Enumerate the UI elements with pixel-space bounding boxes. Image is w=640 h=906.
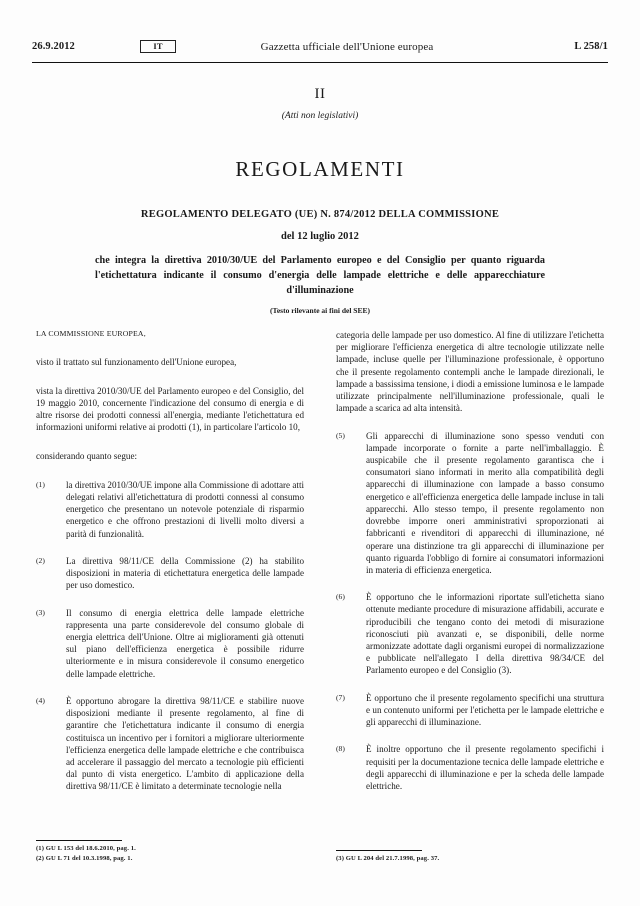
recital-item	[336, 430, 604, 577]
footnote-entry: (1) GU L 153 del 18.6.2010, pag. 1.	[36, 845, 136, 853]
eea-relevance-note: (Testo rilevante ai fini del SEE)	[270, 306, 370, 315]
recital-item	[336, 692, 604, 729]
recital-number: (1)	[36, 479, 45, 489]
citation-directive: vista la direttiva 2010/30/UE del Parlamento europeo e del Consiglio, del 19 maggio 2010, concernente l'indicazione del consumo di energia e di altre risorse dei prodotti connessi all'energia, mediante l'etichettatura ed informazioni uniformi relative ai prodotti (1), in particolare l'articolo 10,	[36, 385, 304, 433]
recital-number: (3)	[36, 607, 45, 617]
recital-text: la direttiva 2010/30/UE impone alla Commissione di adottare atti delegati relativi all'etichettatura di prodotti connessi al consumo energetico che presentano un notevole potenziale di risparmio energetico e che offrono prestazioni di livelli molto diversi a parità di funzionalità.	[66, 479, 304, 539]
recital-text: È inoltre opportuno che il presente regolamento specifichi i requisiti per la documentazione tecnica delle lampade elettriche e degli apparecchi di illuminazione e per la scheda delle lampade elettriche.	[366, 744, 604, 791]
header-divider	[32, 62, 608, 63]
recital-number: (4)	[36, 695, 45, 705]
recital-item	[36, 555, 304, 592]
publication-date: 26.9.2012	[32, 41, 75, 53]
recital-number: (6)	[336, 592, 345, 602]
page-header	[32, 40, 608, 62]
recital-item	[36, 607, 304, 680]
footnote-entry: (2) GU L 71 del 10.3.1998, pag. 1.	[36, 855, 133, 863]
document-kind-heading: REGOLAMENTI	[235, 157, 405, 181]
act-date: del 12 luglio 2012	[281, 231, 359, 242]
recital-item	[336, 743, 604, 792]
journal-reference: L 258/1	[574, 41, 608, 53]
footnotes-left	[36, 840, 304, 864]
recital-text: È opportuno che le informazioni riportate sull'etichetta siano ottenute mediante procedure di misurazione affidabili, accurate e riproducibili che tengano conto dei metodi di misurazione riconosciuti più avanzati e, se disponibili, delle norme armonizzate adottate dagli organismi europei di normalizzazione e pubblicate nell'allegato I della direttiva 98/34/CE del Parlamento europeo e del Consiglio (3).	[366, 592, 604, 676]
recital-continuation-text: categoria delle lampade per uso domestico. Al fine di utilizzare l'etichetta per migliorare l'efficienza energetica di altre tecnologie utilizzate nelle lampade, incluse quelle per l'illuminazione professionale, è opportuno che il presente regolamento contempli anche le lampade direzionali, le lampade a bassissima tensione, i diodi a emissione luminosa e le lampade utilizzate principalmente nell'illuminazione professionale, quali le lampade a scarica ad alta intensità.	[336, 330, 604, 414]
recital-number: (7)	[336, 692, 345, 702]
act-subject: che integra la direttiva 2010/30/UE del Parlamento europeo e del Consiglio per quanto riguarda l'etichettatura indicante il consumo d'energia delle lampade elettriche e delle apparecchiature d'illuminazione	[95, 255, 545, 296]
act-number: REGOLAMENTO DELEGATO (UE) N. 874/2012 DELLA COMMISSIONE	[140, 209, 500, 220]
recital-item	[36, 479, 304, 540]
footnote-divider	[336, 850, 422, 851]
recital-text: Il consumo di energia elettrica delle lampade elettriche rappresenta una parte considerevole del consumo globale di energia elettrica dell'Unione. Oltre ai miglioramenti già ottenuti sul piano dell'efficienza energetica è possibile ridurre ulteriormente e in misura considerevole il consumo energetico delle lampade elettriche.	[66, 607, 304, 679]
recital-text: Gli apparecchi di illuminazione sono spesso venduti con lampade incorporate o fornite a parte nell'imballaggio. È auspicabile che il presente regolamento garantisca che i consumatori siano informati in merito alla compatibilità degli apparecchi di illuminazione con lampade a basso consumo energetico e all'efficienza energetica delle lampade incluse in tali apparecchi. Allo stesso tempo, il presente regolamento non dovrebbe imporre oneri amministrativi sproporzionati ai fabbricanti e rivenditori di apparecchi di illuminazione, né operare una distinzione tra gli apparecchi di illuminazione per quanto riguarda l'obbligo di fornire ai consumatori informazioni in materia di efficienza energetica.	[366, 430, 604, 575]
footnote-entry: (3) GU L 204 del 21.7.1998, pag. 37.	[336, 855, 440, 863]
citation-treaty: visto il trattato sul funzionamento dell'Unione europea,	[36, 357, 237, 368]
considering-lead: considerando quanto segue:	[36, 450, 138, 461]
recital-item	[336, 591, 604, 677]
recital-text: È opportuno che il presente regolamento specifichi una struttura e un contenuto uniformi per l'etichetta per le lampade elettriche e gli apparecchi di illuminazione.	[366, 692, 604, 728]
recital-number: (5)	[336, 430, 345, 440]
institution-name: LA COMMISSIONE EUROPEA,	[36, 329, 146, 338]
journal-title: Gazzetta ufficiale dell'Unione europea	[260, 40, 434, 53]
recital-text: È opportuno abrogare la direttiva 98/11/CE e stabilire nuove disposizioni mediante il presente regolamento, al fine di garantire che l'etichettatura indicante il consumo di energia costituisca un incentivo per i fornitori a migliorare ulteriormente l'efficienza energetica delle lampade elettriche e che contribuisca ad accelerare il passaggio del mercato a tecnologie più efficienti dal punto di vista energetico. L'ambito di applicazione della direttiva 98/11/CE è limitato a determinate tecnologie nella	[66, 695, 304, 792]
recital-text: La direttiva 98/11/CE della Commissione (2) ha stabilito disposizioni in materia di etichettatura energetica delle lampade per uso domestico.	[66, 555, 304, 591]
footnotes-right	[336, 850, 604, 864]
body-column-right	[336, 329, 604, 807]
part-subtitle: (Atti non legislativi)	[281, 111, 359, 121]
footnote-divider	[36, 840, 122, 841]
recital-item	[36, 695, 304, 793]
recital-number: (8)	[336, 744, 345, 754]
body-column-left	[36, 329, 304, 808]
header-left-group	[32, 40, 176, 53]
part-number: II	[314, 86, 326, 102]
language-code-box: IT	[140, 40, 176, 53]
recital-number: (2)	[36, 555, 45, 565]
